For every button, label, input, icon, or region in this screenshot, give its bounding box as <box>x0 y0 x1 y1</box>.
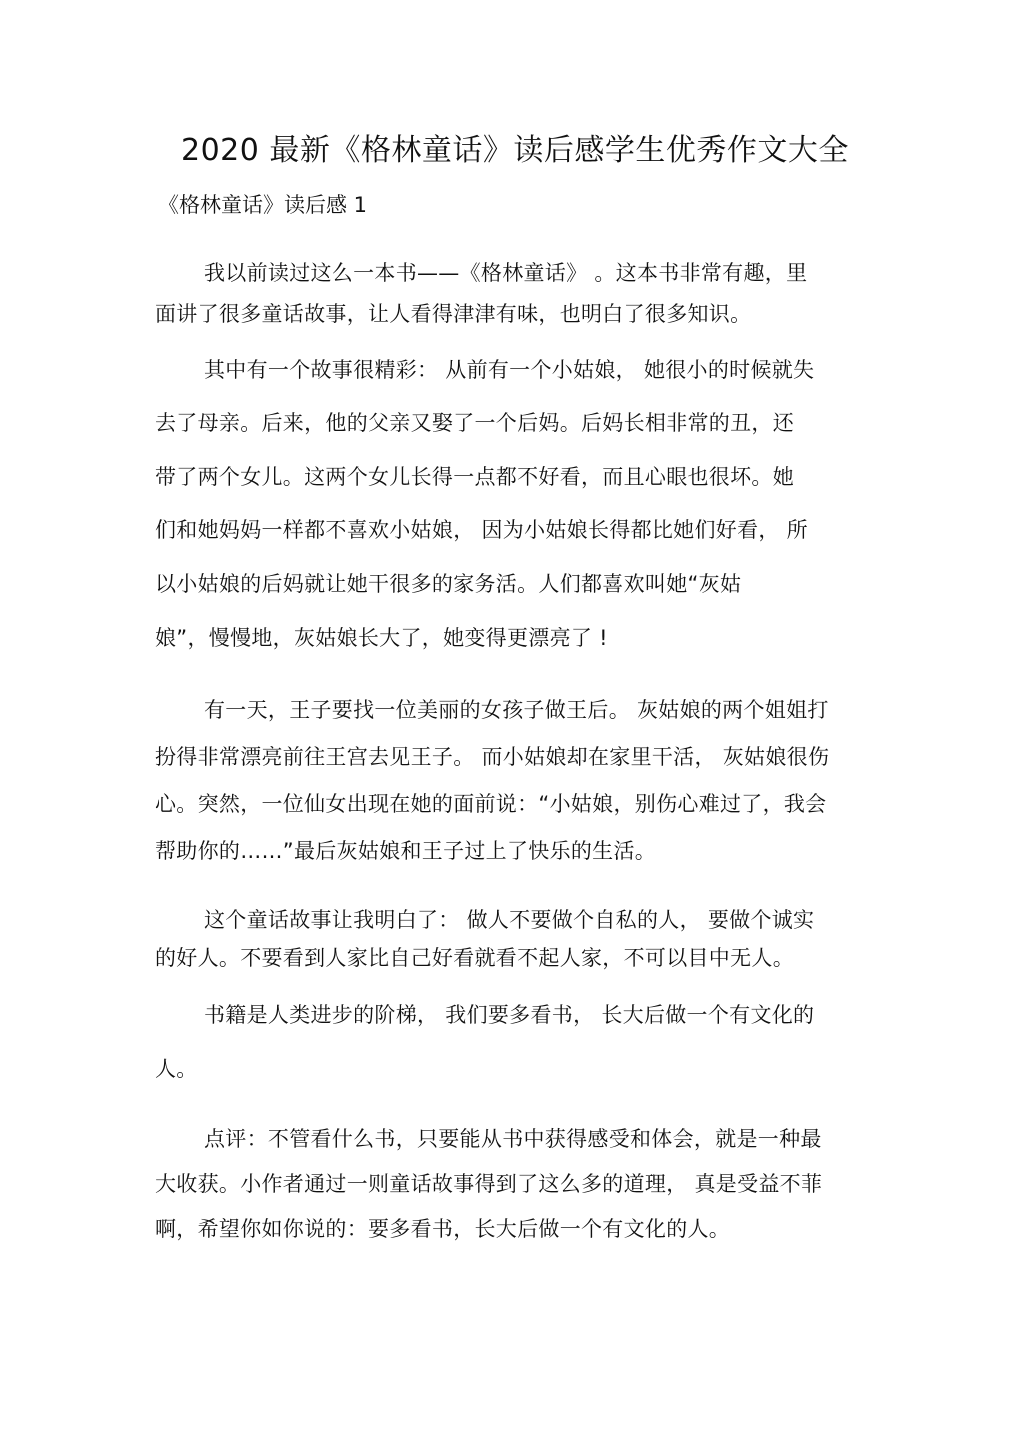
paragraph-line: 帮助你的……”最后灰姑娘和王子过上了快乐的生活。 <box>155 839 657 863</box>
section-heading: 《格林童话》读后感 1 <box>158 193 368 217</box>
paragraph-line: 啊，希望你如你说的：要多看书，长大后做一个有文化的人。 <box>155 1217 731 1241</box>
paragraph-line: 我以前读过这么一本书——《格林童话》 。这本书非常有趣，里 <box>204 261 808 285</box>
paragraph-line: 去了母亲。后来，他的父亲又娶了一个后妈。后妈长相非常的丑，还 <box>155 411 794 435</box>
document-title: 2020 最新《格林童话》读后感学生优秀作文大全 <box>181 133 849 168</box>
paragraph-line: 面讲了很多童话故事，让人看得津津有味，也明白了很多知识。 <box>155 302 752 326</box>
paragraph-line: 娘”，慢慢地，灰姑娘长大了，她变得更漂亮了 ! <box>155 626 608 650</box>
paragraph-line: 大收获。小作者通过一则童话故事得到了这么多的道理， 真是受益不菲 <box>155 1172 823 1196</box>
paragraph-line: 这个童话故事让我明白了： 做人不要做个自私的人， 要做个诚实 <box>204 908 815 932</box>
paragraph-line: 带了两个女儿。这两个女儿长得一点都不好看，而且心眼也很坏。她 <box>155 465 794 489</box>
paragraph-line: 们和她妈妈一样都不喜欢小姑娘， 因为小姑娘长得都比她们好看， 所 <box>155 518 808 542</box>
paragraph-line: 点评：不管看什么书，只要能从书中获得感受和体会，就是一种最 <box>204 1127 822 1151</box>
paragraph-line: 扮得非常漂亮前往王宫去见王子。 而小姑娘却在家里干活， 灰姑娘很伤 <box>155 745 830 769</box>
paragraph-line: 的好人。不要看到人家比自己好看就看不起人家，不可以目中无人。 <box>155 946 794 970</box>
paragraph-line: 有一天，王子要找一位美丽的女孩子做王后。 灰姑娘的两个姐姐打 <box>204 698 829 722</box>
paragraph-line: 心。突然，一位仙女出现在她的面前说：“小姑娘，别伤心难过了，我会 <box>155 792 827 816</box>
paragraph-line: 书籍是人类进步的阶梯， 我们要多看书， 长大后做一个有文化的 <box>204 1003 815 1027</box>
paragraph-line: 其中有一个故事很精彩： 从前有一个小姑娘， 她很小的时候就失 <box>204 358 815 382</box>
paragraph-line: 人。 <box>155 1057 198 1081</box>
paragraph-line: 以小姑娘的后妈就让她干很多的家务活。人们都喜欢叫她“灰姑 <box>155 572 742 596</box>
